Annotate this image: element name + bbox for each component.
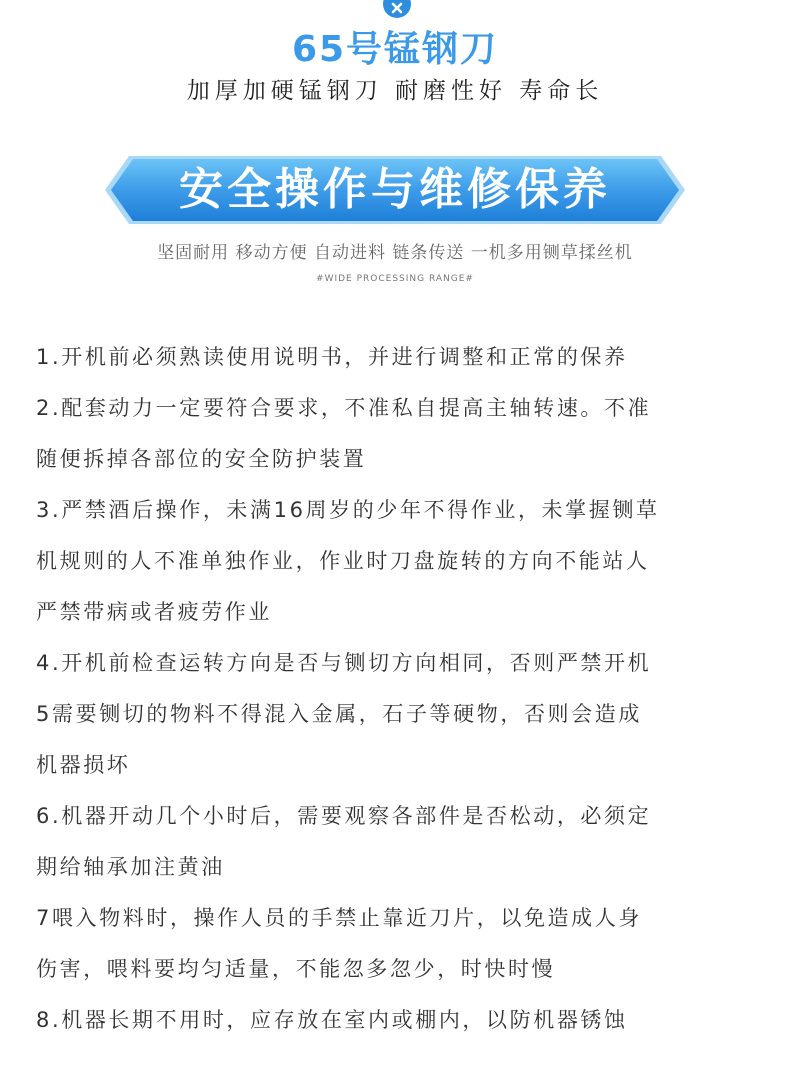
instruction-line: 2.配套动力一定要符合要求，不准私自提高主轴转速。不准 bbox=[36, 396, 652, 420]
instructions-list bbox=[36, 332, 766, 1046]
instruction-line: 机器损坏 bbox=[36, 753, 131, 777]
close-icon-glyph bbox=[390, 1, 404, 15]
banner-title: 安全操作与维修保养 bbox=[179, 164, 611, 215]
instruction-line: 期给轴承加注黄油 bbox=[36, 855, 225, 879]
instruction-line: 4.开机前检查运转方向是否与铡切方向相同，否则严禁开机 bbox=[36, 651, 652, 675]
instruction-line: 1.开机前必须熟读使用说明书，并进行调整和正常的保养 bbox=[36, 345, 628, 369]
product-title: 65号锰钢刀 bbox=[291, 29, 499, 70]
product-slogan: 加厚加硬锰钢刀 耐磨性好 寿命长 bbox=[186, 78, 604, 104]
close-icon[interactable] bbox=[383, 0, 411, 18]
instruction-line: 5需要铡切的物料不得混入金属，石子等硬物，否则会造成 bbox=[36, 702, 642, 726]
range-tag: #WIDE PROCESSING RANGE# bbox=[316, 274, 474, 284]
instruction-line: 8.机器长期不用时，应存放在室内或棚内，以防机器锈蚀 bbox=[36, 1008, 628, 1032]
instruction-line: 随便拆掉各部位的安全防护装置 bbox=[36, 447, 367, 471]
instruction-line: 机规则的人不准单独作业，作业时刀盘旋转的方向不能站人 bbox=[36, 549, 650, 573]
section-banner bbox=[105, 154, 685, 226]
instruction-line: 6.机器开动几个小时后，需要观察各部件是否松动，必须定 bbox=[36, 804, 652, 828]
instruction-line: 7喂入物料时，操作人员的手禁止靠近刀片，以免造成人身 bbox=[36, 906, 642, 930]
instruction-line: 严禁带病或者疲劳作业 bbox=[36, 600, 272, 624]
instruction-line: 伤害，喂料要均匀适量，不能忽多忽少，时快时慢 bbox=[36, 957, 556, 981]
instruction-line: 3.严禁酒后操作，未满16周岁的少年不得作业，未掌握铡草 bbox=[36, 498, 660, 522]
features-line: 坚固耐用 移动方便 自动进料 链条传送 一机多用铡草揉丝机 bbox=[157, 243, 633, 263]
